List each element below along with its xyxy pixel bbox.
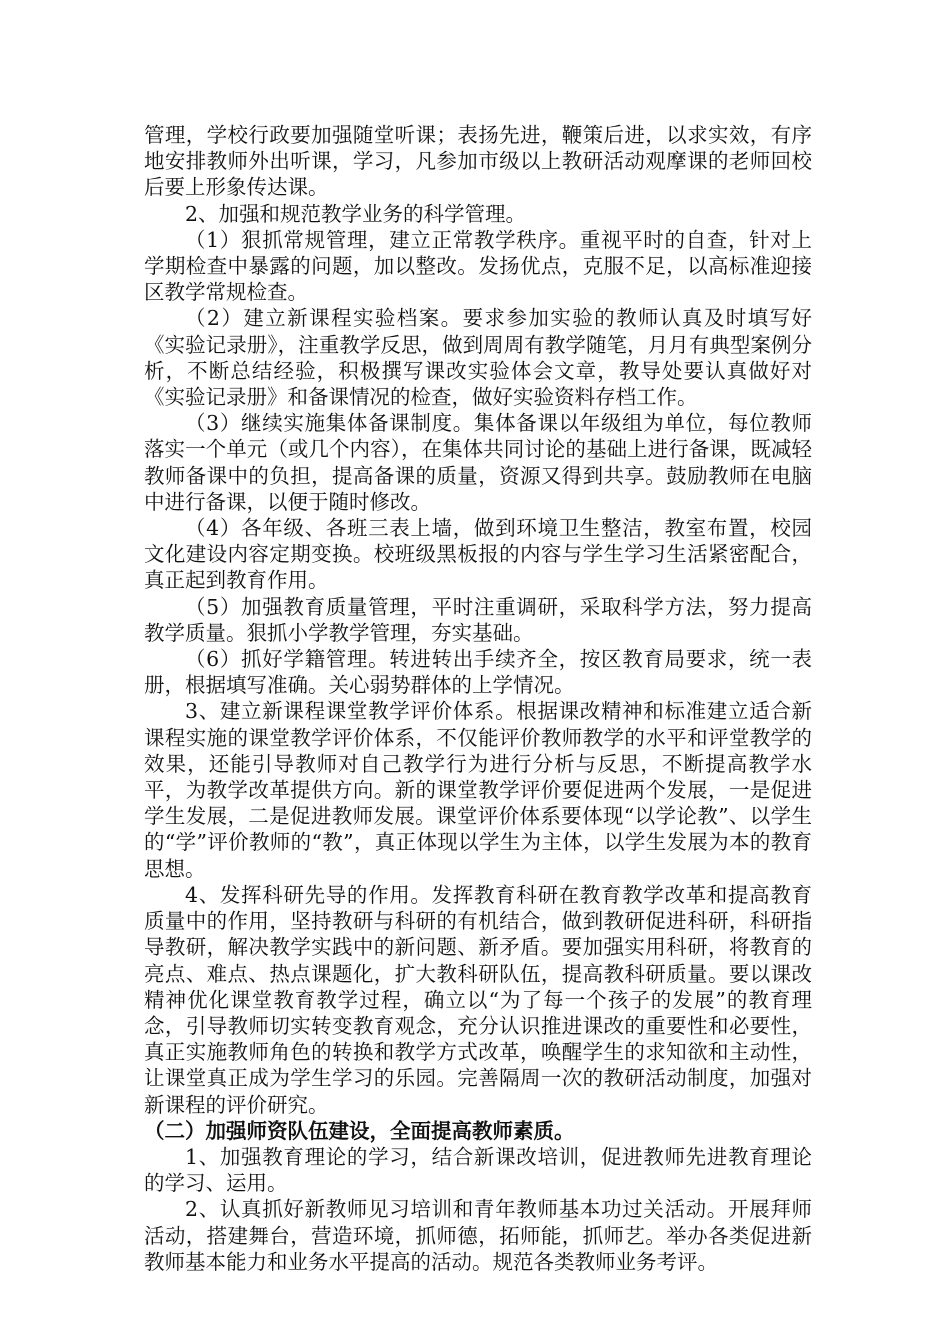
section-heading-4: 4、发挥科研先导的作用。发挥教育科研在教育教学改革和提高教育质量中的作用，坚持教研与科研的有机结合，做到教研促进科研，科研指导教研，解决教学实践中的新问题、新矛盾。要加强实用科研，将教育的亮点、难点、热点课题化，扩大教科研队伍，提高教科研质量。要以课改精神优化课堂教育教学过程，确立以“为了每一个孩子的发展”的教育理念，引导教师切实转变教育观念，充分认识推进课改的重要性和必要性，真正实施教师角色的转换和教学方式改革，唤醒学生的求知欲和主动性，让课堂真正成为学生学习的乐园。完善隔周一次的教研活动制度，加强对新课程的评价研究。 <box>144 882 812 1117</box>
section-heading-3: 3、建立新课程课堂教学评价体系。根据课改精神和标准建立适合新课程实施的课堂教学评价体系，不仅能评价教师教学的水平和评堂教学的效果，还能引导教师对自己教学行为进行分析与反思，不断提高教学水平，为教学改革提供方向。新的课堂教学评价要促进两个发展，一是促进学生发展，二是促进教师发展。课堂评价体系要体现“以学论教”、以学生的“学”评价教师的“教”，真正体现以学生为主体，以学生发展为本的教育思想。 <box>144 699 812 881</box>
list-item-6: （6）抓好学籍管理。转进转出手续齐全，按区教育局要求，统一表册，根据填写准确。关心弱势群体的上学情况。 <box>144 647 812 698</box>
list-item-3: （3）继续实施集体备课制度。集体备课以年级组为单位，每位教师落实一个单元（或几个内容），在集体共同讨论的基础上进行备课，既减轻教师备课中的负担，提高备课的质量，资源又得到共享。鼓励教师在电脑中进行备课，以便于随时修改。 <box>144 411 812 514</box>
chapter-heading: （二）加强师资队伍建设，全面提高教师素质。 <box>144 1118 575 1143</box>
list-item-5: （5）加强教育质量管理，平时注重调研，采取科学方法，努力提高教学质量。狠抓小学教学管理，夯实基础。 <box>144 594 812 645</box>
paragraph: 2、认真抓好新教师见习培训和青年教师基本功过关活动。开展拜师活动，搭建舞台，营造环境，抓师德，拓师能，抓师艺。举办各类促进新教师基本能力和业务水平提高的活动。规范各类教师业务考评。 <box>144 1197 812 1274</box>
paragraph: 管理，学校行政要加强随堂听课；表扬先进，鞭策后进，以求实效，有序地安排教师外出听课，学习，凡参加市级以上教研活动观摩课的老师回校后要上形象传达课。 <box>144 123 812 200</box>
paragraph: 1、加强教育理论的学习，结合新课改培训，促进教师先进教育理论的学习、运用。 <box>144 1144 812 1196</box>
section-heading-2: 2、加强和规范教学业务的科学管理。 <box>185 201 527 226</box>
list-item-4: （4）各年级、各班三表上墙，做到环境卫生整洁，教室布置，校园文化建设内容定期变换。校班级黑板报的内容与学生学习生活紧密配合，真正起到教育作用。 <box>144 516 812 593</box>
list-item-1: （1）狠抓常规管理，建立正常教学秩序。重视平时的自查，针对上学期检查中暴露的问题，加以整改。发扬优点，克服不足，以高标准迎接区教学常规检查。 <box>144 227 812 305</box>
list-item-2: （2）建立新课程实验档案。要求参加实验的教师认真及时填写好《实验记录册》，注重教学反思，做到周周有教学随笔，月月有典型案例分析，不断总结经验，积极撰写课改实验体会文章，教导处要认真做好对《实验记录册》和备课情况的检查，做好实验资料存档工作。 <box>144 306 812 410</box>
document-body <box>144 122 812 1275</box>
